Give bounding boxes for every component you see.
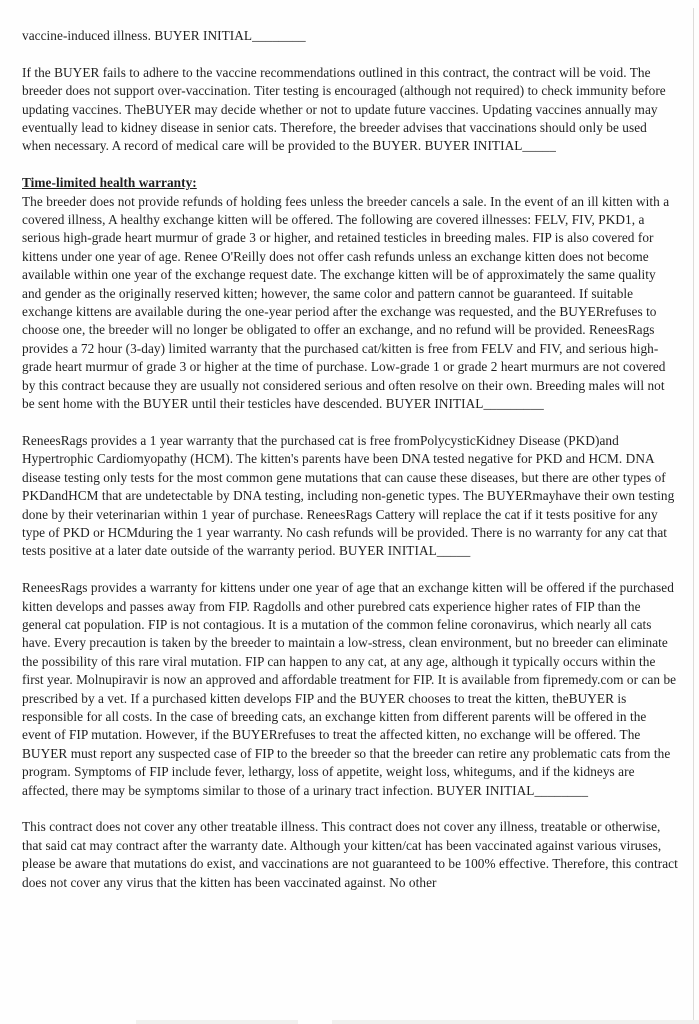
scan-artifact-shadow-left (136, 1020, 298, 1024)
scan-artifact-shadow-right (332, 1020, 699, 1024)
paragraph-vaccine-policy: If the BUYER fails to adhere to the vaccine recommendations outlined in this contract, the contract will be void. The breeder does not support over-vaccination. Titer testing is encouraged (although not required) to check immunity before updating vaccines. TheBUYER may decide whether or not to update future vaccines. Updating vaccines annually may eventually lead to kidney disease in senior cats. Therefore, the breeder advises that vaccinations should only be used when necessary. A record of medical care will be provided to the BUYER. BUYER INITIAL_____ (22, 64, 666, 154)
scanned-page-edge-line (693, 8, 694, 1024)
paragraph-health-warranty-terms: The breeder does not provide refunds of holding fees unless the breeder cancels a sale. In the event of an ill kitten with a covered illness, A healthy exchange kitten will be offered. The following are covered illnesses: FELV, FIV, PKD1, a serious high-grade heart murmur of grade 3 or higher, and retained testicles in breeding males. FIP is also covered for kittens under one year of age. Renee O'Reilly does not offer cash refunds unless an exchange kitten does not become available within one year of the exchange request date. The exchange kitten will be of approximately the same quality and gender as the originally reserved kitten; however, the same color and pattern cannot be guaranteed. If suitable exchange kittens are available during the one-year period after the exchange was requested, and the BUYERrefuses to choose one, the breeder will no longer be obligated to offer an exchange, and no refund will be provided. ReneesRags provides a 72 hour (3-day) limited warranty that the purchased cat/kitten is free from FELV and FIV, and serious high-grade heart murmur of grade 3 or higher at the time of purchase. Low-grade 1 or grade 2 heart murmurs are not covered by this contract because they are usually not considered serious and often resolve on their own. Breeding males will not be sent home with the BUYER until their testicles have descended. BUYER INITIAL_________ (22, 193, 670, 412)
contract-text-column (22, 27, 678, 892)
heading-time-limited-health-warranty-text: Time-limited health warranty: (22, 175, 197, 191)
heading-time-limited-health-warranty (22, 174, 678, 192)
contract-line-vaccine-buyer-initial: vaccine-induced illness. BUYER INITIAL________ (22, 28, 306, 43)
paragraph-fip-warranty: ReneesRags provides a warranty for kittens under one year of age that an exchange kitten will be offered if the purchased kitten develops and passes away from FIP. Ragdolls and other purebred cats experience higher rates of FIP than the general cat population. FIP is not contagious. It is a mutation of the common feline coronavirus, which nearly all cats have. Every precaution is taken by the breeder to maintain a low-stress, clean environment, but no breeder can eliminate the possibility of this rare viral mutation. FIP can happen to any cat, at any age, although it typically occurs within the first year. Molnupiravir is now an approved and affordable treatment for FIP. It is available from fipremedy.com or can be prescribed by a vet. If a purchased kitten develops FIP and the BUYER chooses to treat the kitten, theBUYER is responsible for all costs. In the case of breeding cats, an exchange kitten from different parents will be offered in the event of FIP mutation. However, if the BUYERrefuses to treat the affected kitten, no exchange will be offered. The BUYER must report any suspected case of FIP to the breeder so that the breeder can retire any problematic cats from the program. Symptoms of FIP include fever, lethargy, loss of appetite, weight loss, whitegums, and if the kidneys are affected, there may be symptoms similar to those of a urinary tract infection. BUYER INITIAL________ (22, 580, 677, 798)
paragraph-pkd-hcm-warranty: ReneesRags provides a 1 year warranty that the purchased cat is free fromPolycysticKidney Disease (PKD)and Hypertrophic Cardiomyopathy (HCM). The kitten's parents have been DNA tested negative for PKD and HCM. DNA disease testing only tests for the most common gene mutations that can cause these diseases, but there are other types of PKDandHCM that are undetectable by DNA testing, including non-genetic types. The BUYERmayhave their own testing done by their veterinarian within 1 year of purchase. ReneesRags Cattery will replace the cat if it tests positive for any type of PKD or HCMduring the 1 year warranty. No cash refunds will be provided. There is no warranty for any cat that tests positive at a later date outside of the warranty period. BUYER INITIAL_____ (22, 432, 675, 559)
paragraph-exclusions: This contract does not cover any other treatable illness. This contract does not cover any illness, treatable or otherwise, that said cat may contract after the warranty date. Although your kitten/cat has been vaccinated against various viruses, please be aware that mutations do exist, and vaccinations are not guaranteed to be 100% effective. Therefore, this contract does not cover any virus that the kitten has been vaccinated against. No other (22, 819, 678, 890)
